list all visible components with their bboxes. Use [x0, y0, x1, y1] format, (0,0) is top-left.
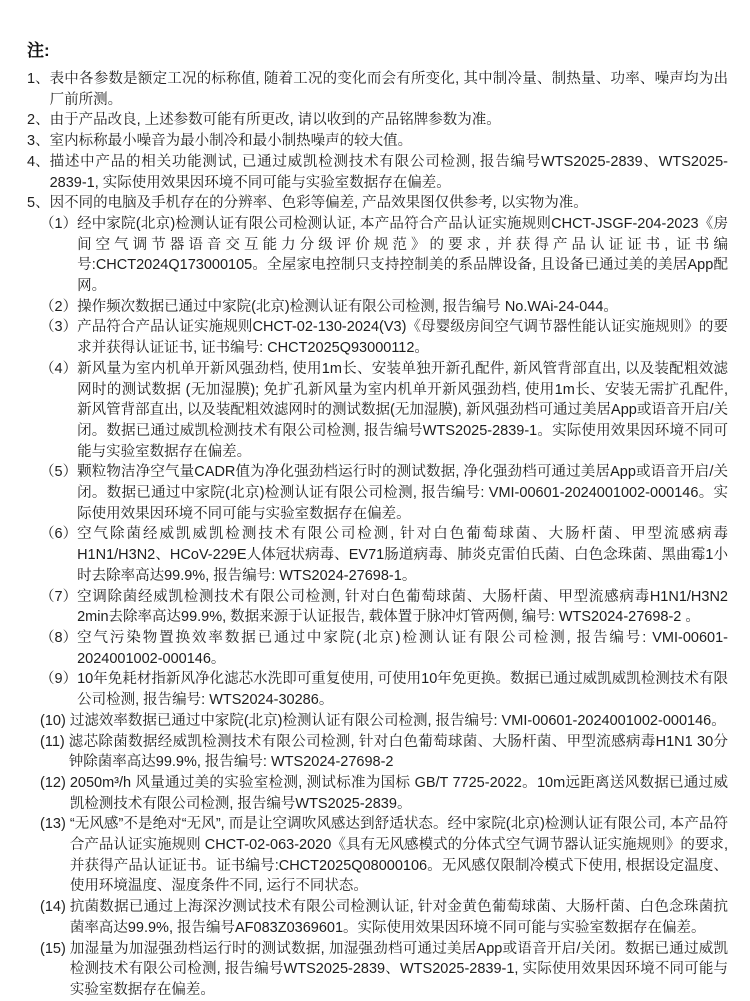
- subnote-marker: （1）: [40, 215, 78, 232]
- subnote-marker: （4）: [40, 360, 78, 377]
- subnote-item: [40, 297, 728, 318]
- subnote-item: [40, 214, 728, 297]
- subnote-text: 加湿量为加湿强劲档运行时的测试数据, 加湿强劲档可通过美居App或语音开启/关闭。数据已通过威凯检测技术有限公司检测, 报告编号WTS2025-2839、WTS2025-2839-1, 实际使用效果因环境不同可能与实验室数据存在偏差。: [69, 940, 728, 998]
- subnote-item: [40, 524, 728, 586]
- subnote-text: 空气污染物置换效率数据已通过中家院(北京)检测认证有限公司检测, 报告编号: VMI-00601-2024001002-000146。: [77, 629, 728, 667]
- note-item: [27, 131, 728, 152]
- subnote-marker: （2）: [40, 298, 78, 315]
- subnote-text: 经中家院(北京)检测认证有限公司检测认证, 本产品符合产品认证实施规则CHCT-JSGF-204-2023《房间空气调节器语音交互能力分级评价规范》的要求, 并获得产品认证证书, 证书编号:CHCT2024Q173000105。全屋家电控制只支持控制美的系品牌设备, 且设备已通过美的美居App配网。: [77, 215, 728, 295]
- page-title: 注:: [27, 41, 50, 60]
- subnote-text: 2050m³/h 风量通过美的实验室检测, 测试标准为国标 GB/T 7725-2022。10m远距离送风数据已通过威凯检测技术有限公司检测, 报告编号WTS2025-2839。: [69, 774, 728, 812]
- note-text: 描述中产品的相关功能测试, 已通过威凯检测技术有限公司检测, 报告编号WTS2025-2839、WTS2025-2839-1, 实际使用效果因环境不同可能与实验室数据存在偏差。: [49, 153, 728, 191]
- note-item: [27, 110, 728, 131]
- note-text: 由于产品改良, 上述参数可能有所更改, 请以收到的产品铭牌参数为准。: [49, 112, 501, 129]
- subnote-marker: (10): [40, 712, 70, 729]
- subnote-item: [40, 732, 728, 773]
- note-marker: 5、: [27, 195, 50, 212]
- subnote-item: [40, 628, 728, 669]
- note-item: [27, 193, 728, 214]
- subnote-text: 操作频次数据已通过中家院(北京)检测认证有限公司检测, 报告编号 No.WAi-24-044。: [77, 298, 618, 315]
- subnote-text: 空调除菌经威凯检测技术有限公司检测, 针对白色葡萄球菌、大肠杆菌、甲型流感病毒H1N1/H3N2 2min去除率高达99.9%, 数据来源于认证报告, 载体置于脉冲灯管两侧, 编号: WTS2024-27698-2 。: [77, 588, 728, 626]
- subnote-item: [40, 317, 728, 358]
- note-marker: 3、: [27, 133, 50, 150]
- subnote-marker: (12): [40, 774, 70, 791]
- note-item: [27, 152, 728, 193]
- subnote-text: 滤芯除菌数据经威凯检测技术有限公司检测, 针对白色葡萄球菌、大肠杆菌、甲型流感病毒H1N1 30分钟除菌率高达99.9%, 报告编号: WTS2024-27698-2: [68, 733, 728, 771]
- note-item: [27, 69, 728, 110]
- subnote-item: [40, 897, 728, 938]
- subnote-marker: （9）: [40, 671, 78, 688]
- subnote-text: 新风量为室内机单开新风强劲档, 使用1m长、安装单独开新孔配件, 新风管背部直出, 以及装配粗效滤网时的测试数据 (无加湿膜); 免扩孔新风量为室内机单开新风强劲档, 使用1m长、安装无需扩孔配件, 新风管背部直出, 以及装配粗效滤网时的测试数据(无加湿膜), 新风强劲档可通过美居App或语音开启/关闭。数据已通过威凯检测技术有限公司检测, 报告编号WTS2025-2839-1。实际使用效果因环境不同可能与实验室数据存在偏差。: [77, 360, 728, 460]
- subnote-text: 10年免耗材指新风净化滤芯水洗即可重复使用, 可使用10年免更换。数据已通过威凯威凯检测技术有限公司检测, 报告编号: WTS2024-30286。: [77, 671, 728, 709]
- subnote-marker: （8）: [40, 629, 78, 646]
- subnote-item: [40, 359, 728, 463]
- subnote-text: 抗菌数据已通过上海深汐测试技术有限公司检测认证, 针对金黄色葡萄球菌、大肠杆菌、白色念珠菌抗菌率高达99.9%, 报告编号AF083Z0369601。实际使用效果因环境不同可能与实验室数据存在偏差。: [69, 899, 728, 936]
- note-marker: 1、: [27, 71, 50, 87]
- subnote-marker: (14): [40, 899, 70, 916]
- subnote-text: 颗粒物洁净空气量CADR值为净化强劲档运行时的测试数据, 净化强劲档可通过美居App或语音开启/关闭。数据已通过中家院(北京)检测认证有限公司检测, 报告编号: VMI-00601-2024001002-000146。实际使用效果因环境不同可能与实验室数据存在偏差。: [77, 464, 728, 522]
- subnote-item: [40, 711, 728, 732]
- subnote-item: [40, 939, 728, 1001]
- subnote-item: [40, 669, 728, 710]
- subnote-marker: (11): [40, 733, 69, 750]
- subnote-text: “无风感”不是绝对“无风”, 而是让空调吹风感达到舒适状态。经中家院(北京)检测认证有限公司, 本产品符合产品认证实施规则 CHCT-02-063-2020《具有无风感模式的分体式空气调节器认证实施规则》的要求,并获得产品认证证书。证书编号:CHCT2025Q08000106。无风感仅限制冷模式下使用, 根据设定温度、使用环境温度、湿度条件不同, 运行不同状态。: [69, 816, 728, 895]
- subnote-item: [40, 773, 728, 814]
- note-text: 表中各参数是额定工况的标称值, 随着工况的变化而会有所变化, 其中制冷量、制热量、功率、噪声均为出厂前所测。: [49, 71, 728, 108]
- subnote-text: 过滤效率数据已通过中家院(北京)检测认证有限公司检测, 报告编号: VMI-00601-2024001002-000146。: [69, 712, 726, 729]
- subnotes-list: [27, 214, 728, 1001]
- subnote-text: 空气除菌经威凯威凯检测技术有限公司检测, 针对白色葡萄球菌、大肠杆菌、甲型流感病毒H1N1/H3N2、HCoV-229E人体冠状病毒、EV71肠道病毒、肺炎克雷伯氏菌、白色念珠菌、黑曲霉1小时去除率高达99.9%, 报告编号: WTS2024-27698-1。: [77, 526, 728, 584]
- subnote-item: [40, 814, 728, 897]
- note-text: 因不同的电脑及手机存在的分辨率、色彩等偏差, 产品效果图仅供参考, 以实物为准。: [49, 195, 588, 212]
- note-marker: 2、: [27, 112, 50, 129]
- subnote-marker: (13): [40, 816, 70, 833]
- subnote-marker: （7）: [40, 588, 78, 605]
- subnote-item: [40, 587, 728, 628]
- note-text: 室内标称最小噪音为最小制冷和最小制热噪声的较大值。: [49, 133, 413, 150]
- subnote-text: 产品符合产品认证实施规则CHCT-02-130-2024(V3)《母婴级房间空气调节器性能认证实施规则》的要求并获得认证证书, 证书编号: CHCT2025Q93000112。: [77, 319, 728, 357]
- subnote-marker: （6）: [40, 526, 78, 543]
- subnote-item: [40, 462, 728, 524]
- note-marker: 4、: [27, 153, 50, 170]
- notes-list: [27, 69, 728, 214]
- subnote-marker: (15): [40, 940, 70, 957]
- subnote-marker: （3）: [40, 319, 78, 336]
- subnote-marker: （5）: [40, 464, 78, 481]
